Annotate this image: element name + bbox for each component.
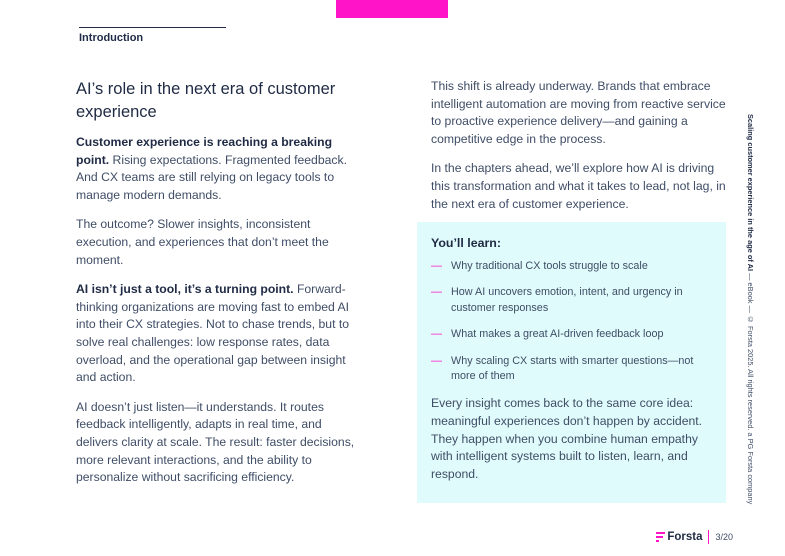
list-item-text: Why scaling CX starts with smarter questions—not more of them: [451, 354, 694, 383]
list-item-text: How AI uncovers emotion, intent, and urgency in customer responses: [451, 286, 683, 314]
dash-bullet-icon: —: [431, 260, 442, 272]
dash-bullet-icon: —: [431, 286, 442, 299]
list-item: [431, 285, 712, 316]
list-item: [431, 354, 712, 385]
paragraph-turning-point: [76, 281, 366, 387]
learn-footer-text: Every insight comes back to the same core idea: meaningful experiences don’t happen by accident. They happen when you combine human empathy with intelligent systems built to listen, learn, and respond.: [431, 396, 703, 481]
page-number: 3/20: [715, 532, 733, 542]
list-item-text: What makes a great AI-driven feedback loop: [451, 328, 664, 341]
paragraph-shift: This shift is already underway. Brands that embrace intelligent automation are moving from reactive service to proactive experience delivery—and gaining a competitive edge in the process.: [431, 79, 726, 146]
page-title: AI’s role in the next era of customer experience: [76, 80, 336, 121]
vertical-side-caption: [743, 114, 757, 518]
list-item: [431, 259, 712, 274]
paragraph-lead-bold: Customer experience is reaching a breaking point.: [76, 135, 333, 167]
dash-bullet-icon: —: [431, 328, 442, 341]
learn-callout-box: [417, 222, 726, 503]
header-rule: [79, 27, 226, 28]
page-footer: [656, 530, 733, 544]
side-title: Scaling customer experience in the age of AI: [746, 114, 755, 272]
learn-title: You’ll learn:: [431, 236, 501, 250]
logo-text: Forsta: [667, 531, 703, 543]
list-item-text: Why traditional CX tools struggle to scale: [451, 260, 648, 272]
list-item: [431, 327, 712, 342]
paragraph-breaking-point: [76, 134, 366, 204]
section-label: Introduction: [79, 32, 144, 44]
footer-divider: [708, 530, 709, 544]
learn-list: [431, 259, 712, 384]
paragraph-chapters-ahead: In the chapters ahead, we’ll explore how AI is driving this transformation and what it takes to lead, not lag, in the next era of customer experience.: [431, 161, 726, 211]
side-meta: — eBook — © Forsta 2025. All rights reserved. a PG Forsta company: [746, 271, 755, 505]
paragraph-body: Forward-thinking organizations are moving fast to embed AI into their CX strategies. Not to chase trends, but to solve real challenges: low response rates, data overload, and the operational gap between insight and action.: [76, 282, 350, 385]
paragraph-body: Rising expectations. Fragmented feedback. And CX teams are still relying on legacy tools to manage modern demands.: [76, 152, 347, 202]
paragraph-lead-bold: AI isn’t just a tool, it’s a turning point.: [76, 282, 294, 297]
forsta-logo: [656, 531, 702, 543]
left-column: [76, 78, 366, 499]
dash-bullet-icon: —: [431, 354, 442, 367]
paragraph-outcome: The outcome? Slower insights, inconsistent execution, and experiences that don’t meet the moment.: [76, 217, 329, 267]
paragraph-ai-understands: AI doesn’t just listen—it understands. It routes feedback intelligently, adapts in real time, and delivers clarity at scale. The result: faster decisions, more relevant interactions, and the ability to personalize without sacrificing efficiency.: [76, 399, 355, 485]
accent-tab: [336, 0, 448, 18]
right-column: [431, 78, 726, 225]
forsta-logo-icon: [656, 532, 665, 542]
